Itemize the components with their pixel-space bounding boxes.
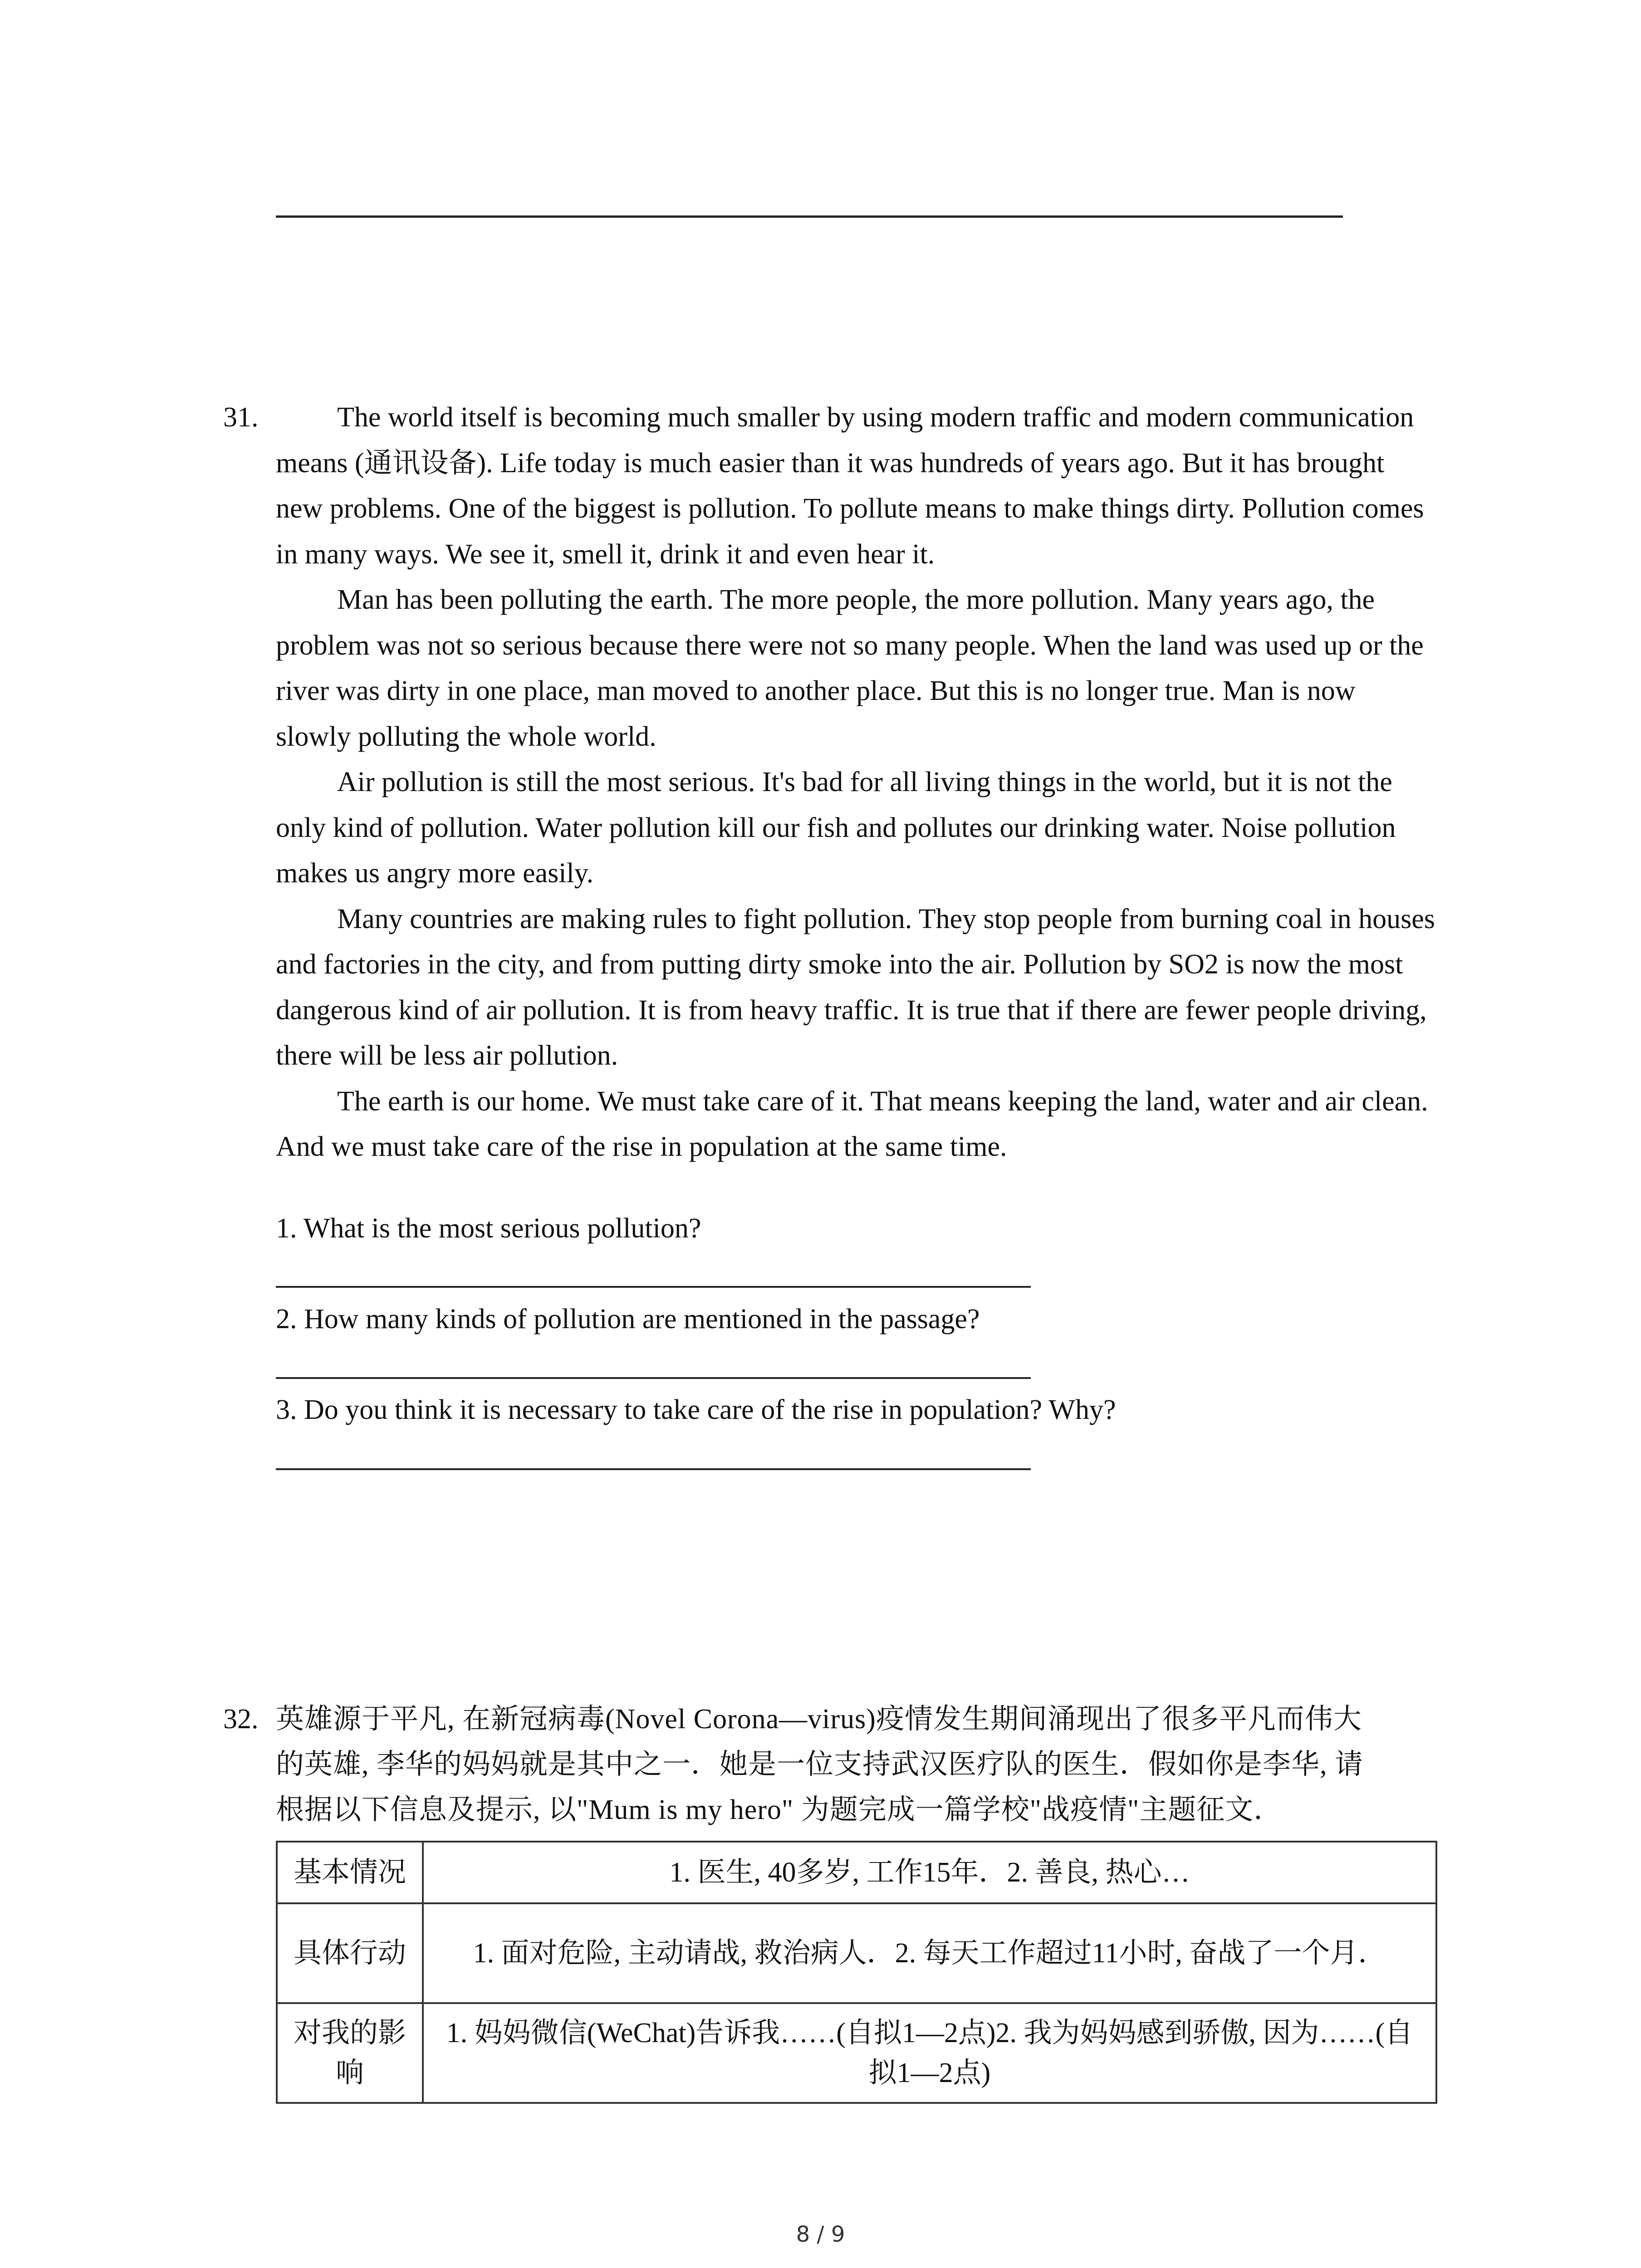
passage-paragraph-2: Man has been polluting the earth. The more people, the more pollution. Many years ago, the problem was not so serious because there were not so many people. When the land was used up or the river was dirty in one place, man moved to another place. But this is no longer true. Man is now slowly polluting the whole world. <box>276 584 1424 752</box>
answer-line-3[interactable] <box>276 1468 1031 1470</box>
question-32-number: 32. <box>223 1704 259 1735</box>
table-row-label: 基本情况 <box>277 1842 423 1903</box>
table-row <box>277 2003 1436 2103</box>
table-row-label: 对我的影响 <box>277 2003 423 2103</box>
passage-paragraph-1: The world itself is becoming much smaller by using modern traffic and modern communication means (通讯设备). Life today is much easier than it was hundreds of years ago. But it has brought new problems. One of the biggest is pollution. To pollute means to make things dirty. Pollution comes in many ways. We see it, smell it, drink it and even hear it. <box>276 402 1424 570</box>
question-32-prompt-line-2: 的英雄, 李华的妈妈就是其中之一．她是一位支持武汉医疗队的医生．假如你是李华, 请 <box>276 1749 1364 1780</box>
table-row-content: 1. 面对危险, 主动请战, 救治病人．2. 每天工作超过11小时, 奋战了一个月． <box>423 1903 1436 2003</box>
question-31-passage <box>276 395 1437 1170</box>
question-31-2: 2. How many kinds of pollution are mentioned in the passage? <box>276 1304 980 1334</box>
passage-paragraph-4: Many countries are making rules to fight pollution. They stop people from burning coal in houses and factories in the city, and from putting dirty smoke into the air. Pollution by SO2 is now the most dangerous kind of air pollution. It is from heavy traffic. It is true that if there are fewer people driving, there will be less air pollution. <box>276 903 1435 1071</box>
table-row-content: 1. 妈妈微信(WeChat)告诉我……(自拟1—2点)2. 我为妈妈感到骄傲, 因为……(自拟1—2点) <box>423 2003 1436 2103</box>
info-table <box>276 1841 1437 2104</box>
question-31-3: 3. Do you think it is necessary to take care of the rise in population? Why? <box>276 1394 1116 1425</box>
question-32-prompt-line-1: 英雄源于平凡, 在新冠病毒(Novel Corona—virus)疫情发生期间涌现出了很多平凡而伟大 <box>276 1704 1362 1735</box>
table-row-content: 1. 医生, 40多岁, 工作15年．2. 善良, 热心… <box>423 1842 1436 1903</box>
answer-line-1[interactable] <box>276 1286 1031 1288</box>
question-31-1: 1. What is the most serious pollution? <box>276 1213 701 1244</box>
page-number: 8 / 9 <box>796 2222 845 2247</box>
table-row <box>277 1842 1436 1903</box>
answer-line-2[interactable] <box>276 1377 1031 1379</box>
answer-line-top <box>276 215 1343 218</box>
table-row <box>277 1903 1436 2003</box>
question-31-number: 31. <box>223 402 259 433</box>
question-32-prompt-line-3: 根据以下信息及提示, 以"Mum is my hero" 为题完成一篇学校"战疫情"主题征文． <box>276 1794 1283 1825</box>
table-row-label: 具体行动 <box>277 1903 423 2003</box>
passage-paragraph-5: The earth is our home. We must take care of it. That means keeping the land, water and air clean. And we must take care of the rise in population at the same time. <box>276 1085 1428 1162</box>
passage-paragraph-3: Air pollution is still the most serious. It's bad for all living things in the world, but it is not the only kind of pollution. Water pollution kill our fish and pollutes our drinking water. Noise pollution makes us angry more easily. <box>276 767 1396 889</box>
